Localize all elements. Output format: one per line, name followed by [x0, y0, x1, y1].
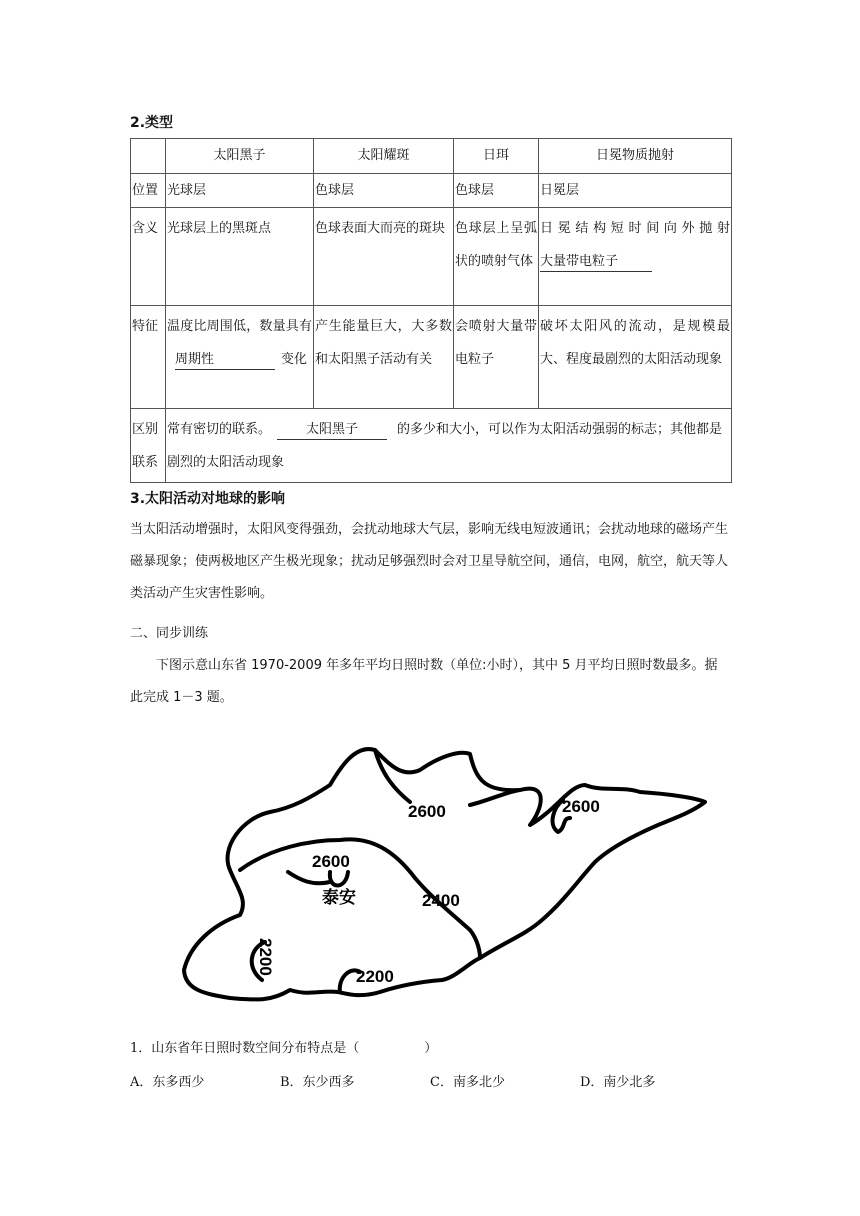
- section-heading-impact: 3.太阳活动对地球的影响: [130, 491, 286, 507]
- header-cell-prominence: 日珥: [454, 139, 539, 174]
- map-label-2600-center: 2600: [312, 852, 350, 871]
- header-cell-flare: 太阳耀斑: [314, 139, 454, 174]
- table-row-relation: [131, 409, 732, 483]
- cell-meaning-sunspot: 光球层上的黑斑点: [166, 208, 314, 306]
- row-label-position: 位置: [131, 174, 166, 208]
- header-cell-sunspot: 太阳黑子: [166, 139, 314, 174]
- row-label-feature: 特征: [131, 306, 166, 409]
- row-label-meaning: 含义: [131, 208, 166, 306]
- header-cell-cme: 日冕物质抛射: [539, 139, 732, 174]
- header-cell-empty: [131, 139, 166, 174]
- map-label-2200-southwest: 2200: [256, 938, 275, 976]
- cell-position-prominence: 色球层: [454, 174, 539, 208]
- cell-position-flare: 色球层: [314, 174, 454, 208]
- cell-feature-cme: 破坏太阳风的流动，是规模最大、程度最剧烈的太阳活动现象: [539, 306, 732, 409]
- map-label-2400: 2400: [422, 891, 460, 910]
- cell-position-sunspot: 光球层: [166, 174, 314, 208]
- cme-meaning-text: 日冕结构短时间向外抛射: [540, 221, 730, 236]
- cell-feature-flare: 产生能量巨大，大多数和太阳黑子活动有关: [314, 306, 454, 409]
- row-label-relation: 区别联系: [131, 409, 166, 483]
- cme-meaning-fill-blank: 大量带电粒子: [540, 253, 652, 272]
- impact-paragraph: 当太阳活动增强时，太阳风变得强劲，会扰动地球大气层，影响无线电短波通讯；会扰动地球的磁场产生磁暴现象；使两极地区产生极光现象；扰动足够强烈时会对卫星导航空间，通信，电网，航空，航天等人类活动产生灾害性影响。: [130, 522, 729, 601]
- taian-marker: [330, 872, 348, 886]
- table-row-position: [131, 174, 732, 208]
- section-heading-practice: 二、同步训练: [130, 626, 209, 641]
- option-a[interactable]: A．东多西少: [130, 1075, 205, 1090]
- sunspot-feature-text: 温度比周围低，数量具有: [167, 319, 312, 334]
- map-label-2600-north: 2600: [408, 802, 446, 821]
- sunspot-feature-text-end: 变化: [281, 352, 308, 367]
- option-c[interactable]: C．南多北少: [430, 1075, 505, 1090]
- isoline-east-2600: [470, 790, 520, 805]
- cell-meaning-prominence: 色球层上呈弧状的喷射气体: [454, 208, 539, 306]
- cell-feature-prominence: 会喷射大量带电粒子: [454, 306, 539, 409]
- table-header-row: [131, 139, 732, 174]
- option-d[interactable]: D．南少北多: [580, 1075, 656, 1090]
- map-label-taian: 泰安: [322, 888, 356, 907]
- relation-text-start: 常有密切的联系。: [167, 422, 272, 437]
- relation-text-end: 的多少和大小，可以作为太阳活动强弱的标志；其他都是剧烈的太阳活动现象: [167, 422, 723, 470]
- map-label-2200-south: 2200: [356, 967, 394, 986]
- table-row-feature: [131, 306, 732, 409]
- cell-position-cme: 日冕层: [539, 174, 732, 208]
- shandong-sunshine-map: [170, 730, 710, 1020]
- isoline-center-tail: [288, 872, 330, 883]
- relation-fill-blank: 太阳黑子: [277, 421, 387, 440]
- sunspot-feature-fill-blank: 周期性: [175, 351, 275, 370]
- cell-meaning-cme: [539, 208, 732, 306]
- cell-meaning-flare: 色球表面大而亮的斑块: [314, 208, 454, 306]
- map-label-2600-east: 2600: [562, 797, 600, 816]
- cell-relation: [166, 409, 732, 483]
- cell-feature-sunspot: [166, 306, 314, 409]
- intro-paragraph: 下图示意山东省 1970-2009 年多年平均日照时数（单位:小时），其中 5 月平均日照时数最多。据此完成 1－3 题。: [130, 658, 718, 705]
- question-1-stem: 1．山东省年日照时数空间分布特点是（ ）: [130, 1041, 438, 1056]
- option-b[interactable]: B．东少西多: [280, 1075, 355, 1090]
- solar-activity-table: [130, 138, 732, 483]
- table-row-meaning: [131, 208, 732, 306]
- section-heading-types: 2.类型: [130, 115, 174, 131]
